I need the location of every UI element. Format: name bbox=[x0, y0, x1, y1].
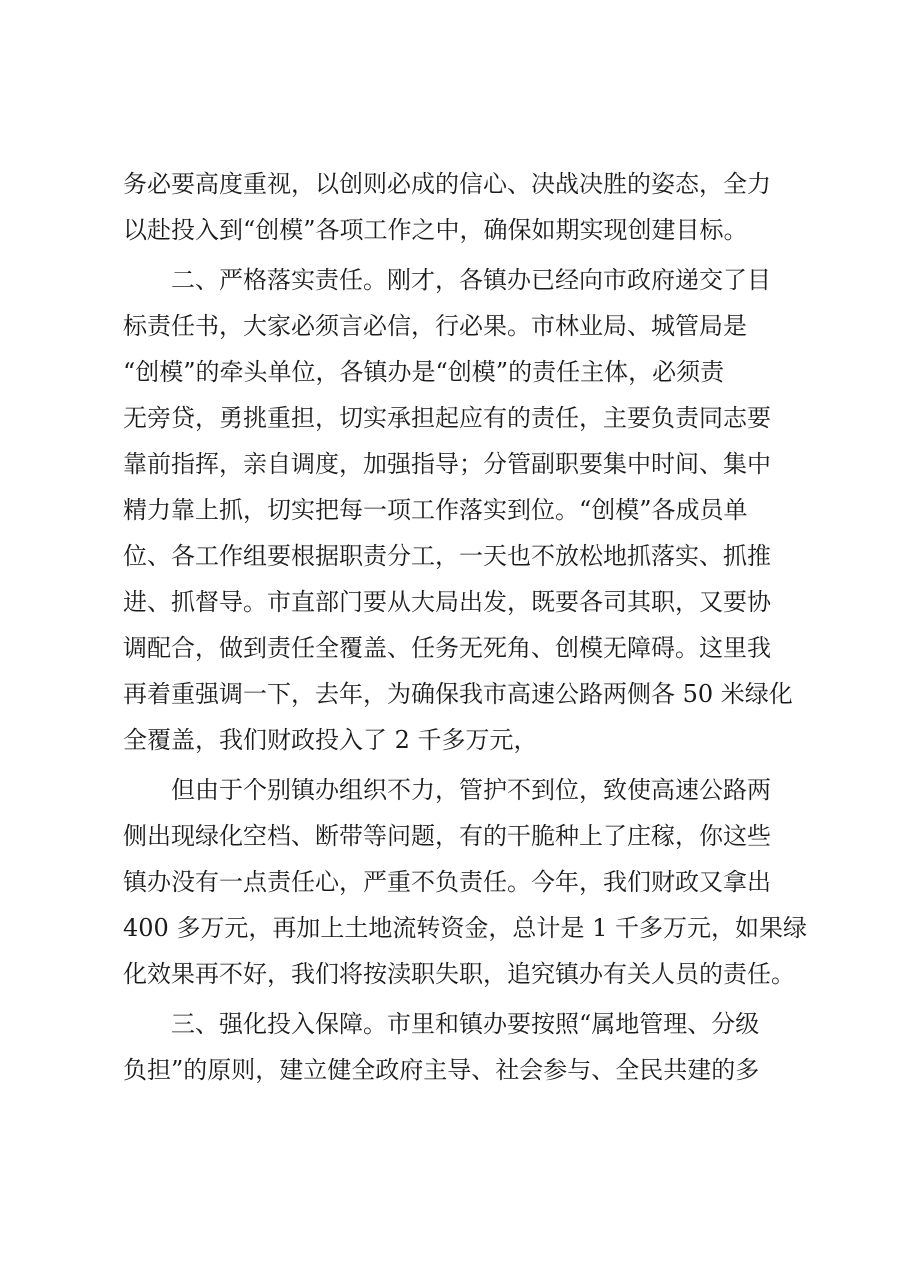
text-line: 靠前指挥，亲自调度，加强指导；分管副职要集中时间、集中 bbox=[123, 450, 771, 478]
text-line: 以赴投入到“创模”各项工作之中，确保如期实现创建目标。 bbox=[123, 216, 748, 244]
text-line: 务必要高度重视，以创则必成的信心、决战决胜的姿态，全力 bbox=[123, 170, 771, 198]
text-line: 三、强化投入保障。市里和镇办要按照“属地管理、分级 bbox=[171, 1010, 760, 1038]
text-line: 镇办没有一点责任心，严重不负责任。今年，我们财政又拿出 bbox=[123, 868, 771, 896]
text-line: 二、严格落实责任。刚才，各镇办已经向市政府递交了目 bbox=[171, 266, 771, 294]
text-line: 标责任书，大家必须言必信，行必果。市林业局、城管局是 bbox=[123, 312, 747, 340]
text-line: 全覆盖，我们财政投入了 2 千多万元， bbox=[123, 726, 538, 754]
text-line: 调配合，做到责任全覆盖、任务无死角、创模无障碍。这里我 bbox=[123, 634, 771, 662]
text-line: 400 多万元，再加上土地流转资金，总计是 1 千多万元，如果绿 bbox=[123, 914, 807, 942]
text-line: 负担”的原则，建立健全政府主导、社会参与、全民共建的多 bbox=[123, 1056, 760, 1084]
text-line: “创模”的牵头单位，各镇办是“创模”的责任主体，必须责 bbox=[123, 358, 725, 386]
text-line: 再着重强调一下，去年，为确保我市高速公路两侧各 50 米绿化 bbox=[123, 680, 793, 708]
text-line: 无旁贷，勇挑重担，切实承担起应有的责任，主要负责同志要 bbox=[123, 404, 771, 432]
text-line: 侧出现绿化空档、断带等问题，有的干脆种上了庄稼，你这些 bbox=[123, 822, 771, 850]
text-line: 化效果再不好，我们将按渎职失职，追究镇办有关人员的责任。 bbox=[123, 960, 795, 988]
text-line: 但由于个别镇办组织不力，管护不到位，致使高速公路两 bbox=[171, 776, 771, 804]
text-line: 位、各工作组要根据职责分工，一天也不放松地抓落实、抓推 bbox=[123, 542, 771, 570]
text-line: 进、抓督导。市直部门要从大局出发，既要各司其职，又要协 bbox=[123, 588, 771, 616]
text-line: 精力靠上抓，切实把每一项工作落实到位。“创模”各成员单 bbox=[123, 496, 748, 524]
